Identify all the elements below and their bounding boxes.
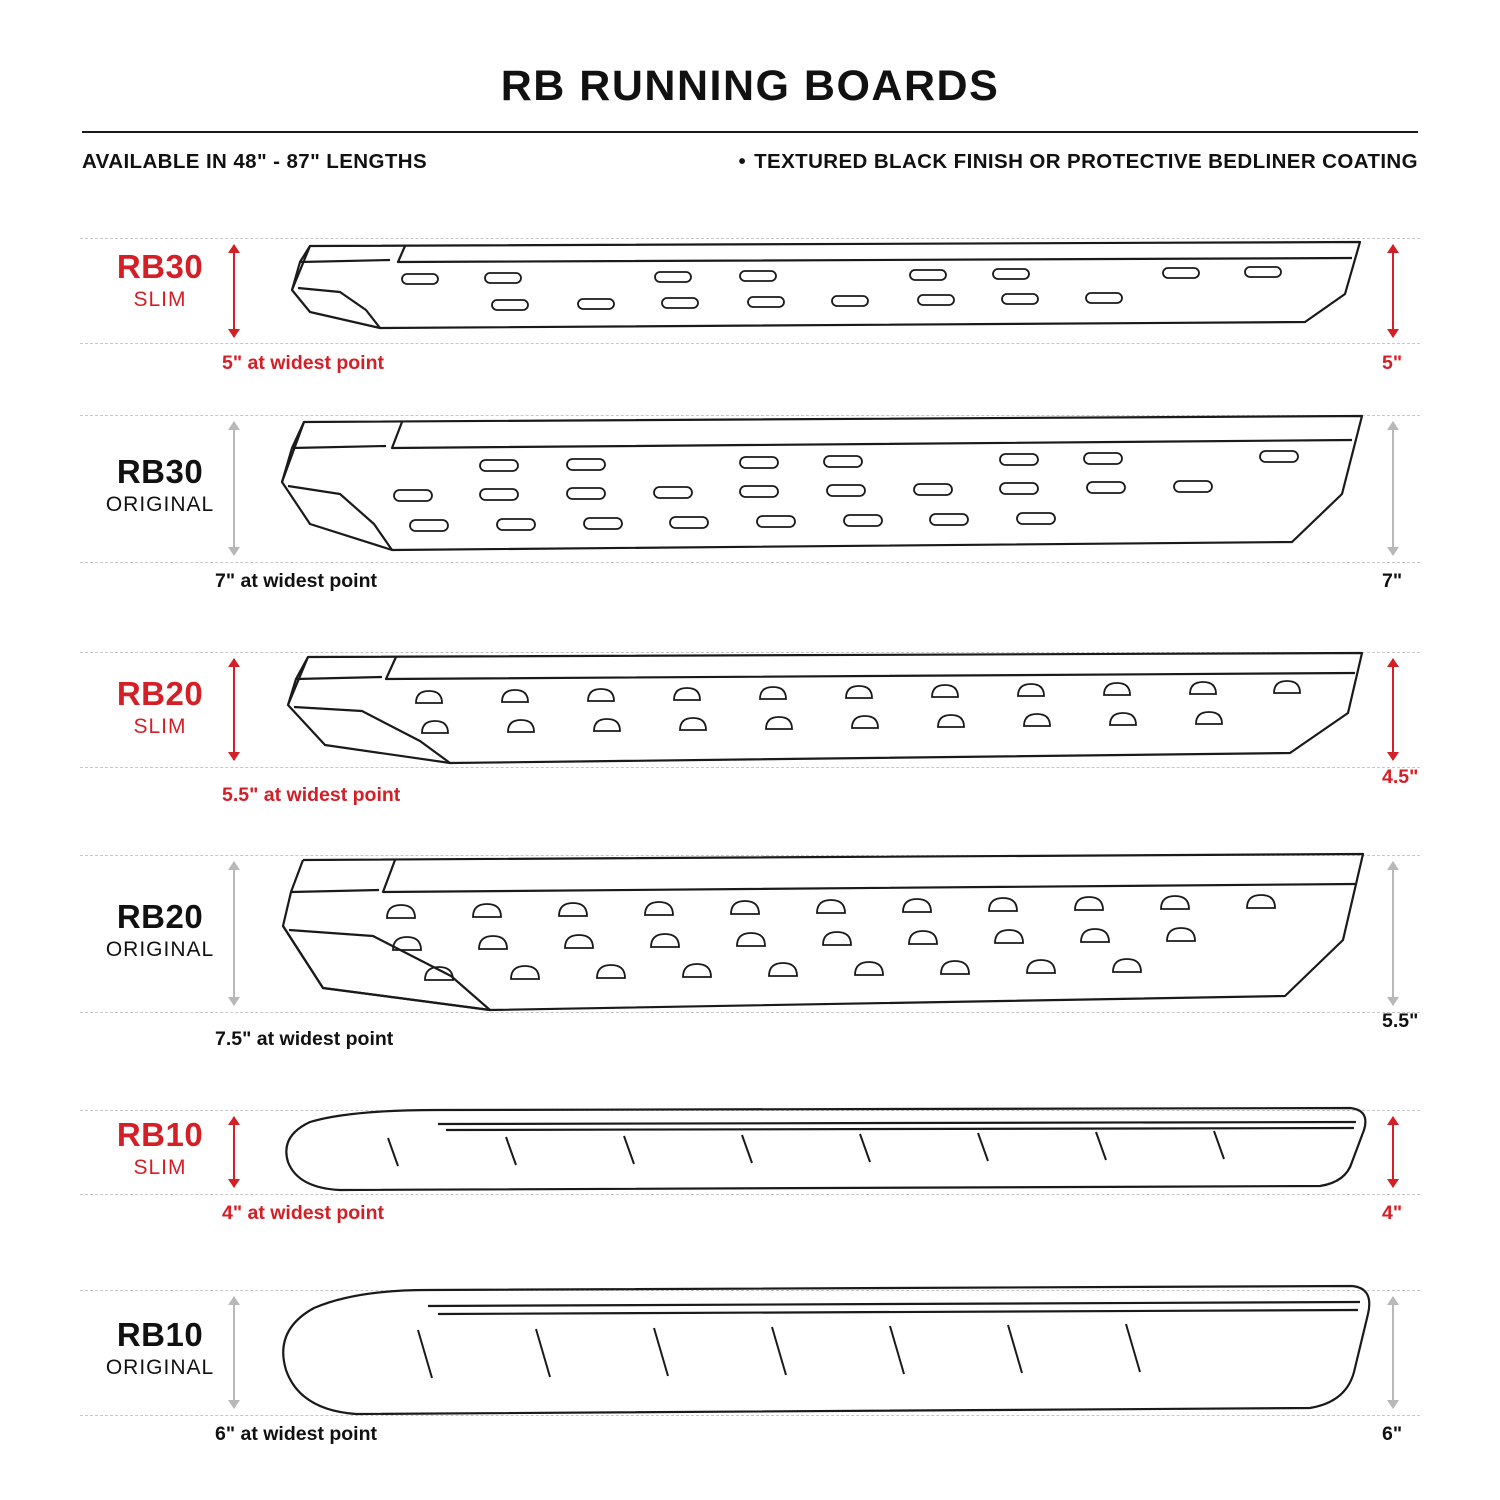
width-dimension-label: 5.5" at widest point [222,784,401,806]
height-arrow-right [1392,422,1394,555]
model-variant: SLIM [133,287,187,311]
board-illustration-rb10-original [270,1280,1385,1425]
header [0,0,1500,174]
label-rb10-original [80,1318,240,1380]
model-name: RB10 [116,1116,204,1153]
height-arrow-right [1392,862,1394,1005]
model-variant: SLIM [133,714,187,738]
subtitle-finish: TEXTURED BLACK FINISH OR PROTECTIVE BEDLINER COATING [754,150,1418,173]
header-divider [82,131,1418,133]
height-dimension-label: 5.5" [1382,1010,1419,1032]
height-dimension-label: 4.5" [1382,766,1419,788]
height-arrow-right [1392,1117,1394,1187]
label-rb20-slim [80,677,240,739]
height-arrow-left [233,422,235,555]
model-variant: ORIGINAL [105,492,215,516]
height-arrow-left [233,1117,235,1187]
height-arrow-right [1392,245,1394,337]
board-illustration-rb20-slim [270,645,1385,780]
height-arrow-left [233,1297,235,1408]
width-dimension-label: 5" at widest point [222,352,385,374]
label-rb20-original [80,900,240,962]
subtitle-lengths: AVAILABLE IN 48" - 87" LENGTHS [82,150,428,173]
height-arrow-right [1392,659,1394,760]
height-arrow-right [1392,1297,1394,1408]
page-title: RB RUNNING BOARDS [500,62,1000,110]
board-illustration-rb30-slim [270,232,1380,352]
model-name: RB30 [116,453,204,490]
model-name: RB10 [116,1316,204,1353]
model-variant: ORIGINAL [105,1355,215,1379]
height-arrow-left [233,659,235,760]
height-dimension-label: 5" [1382,352,1403,374]
label-rb30-original [80,455,240,517]
model-name: RB20 [116,675,204,712]
header-subtitle [0,150,1500,174]
height-dimension-label: 7" [1382,570,1403,592]
board-illustration-rb10-slim [270,1100,1385,1205]
height-dimension-label: 4" [1382,1202,1403,1224]
width-dimension-label: 7" at widest point [215,570,378,592]
label-rb30-slim [80,250,240,312]
model-name: RB30 [116,248,204,285]
height-arrow-left [233,862,235,1005]
board-illustration-rb30-original [262,408,1387,573]
width-dimension-label: 4" at widest point [222,1202,385,1224]
model-name: RB20 [116,898,204,935]
width-dimension-label: 6" at widest point [215,1423,378,1445]
height-dimension-label: 6" [1382,1423,1403,1445]
height-arrow-left [233,245,235,337]
subtitle-separator: • [738,150,747,173]
model-variant: ORIGINAL [105,937,215,961]
model-variant: SLIM [133,1155,187,1179]
width-dimension-label: 7.5" at widest point [215,1028,394,1050]
label-rb10-slim [80,1118,240,1180]
board-illustration-rb20-original [265,848,1385,1028]
